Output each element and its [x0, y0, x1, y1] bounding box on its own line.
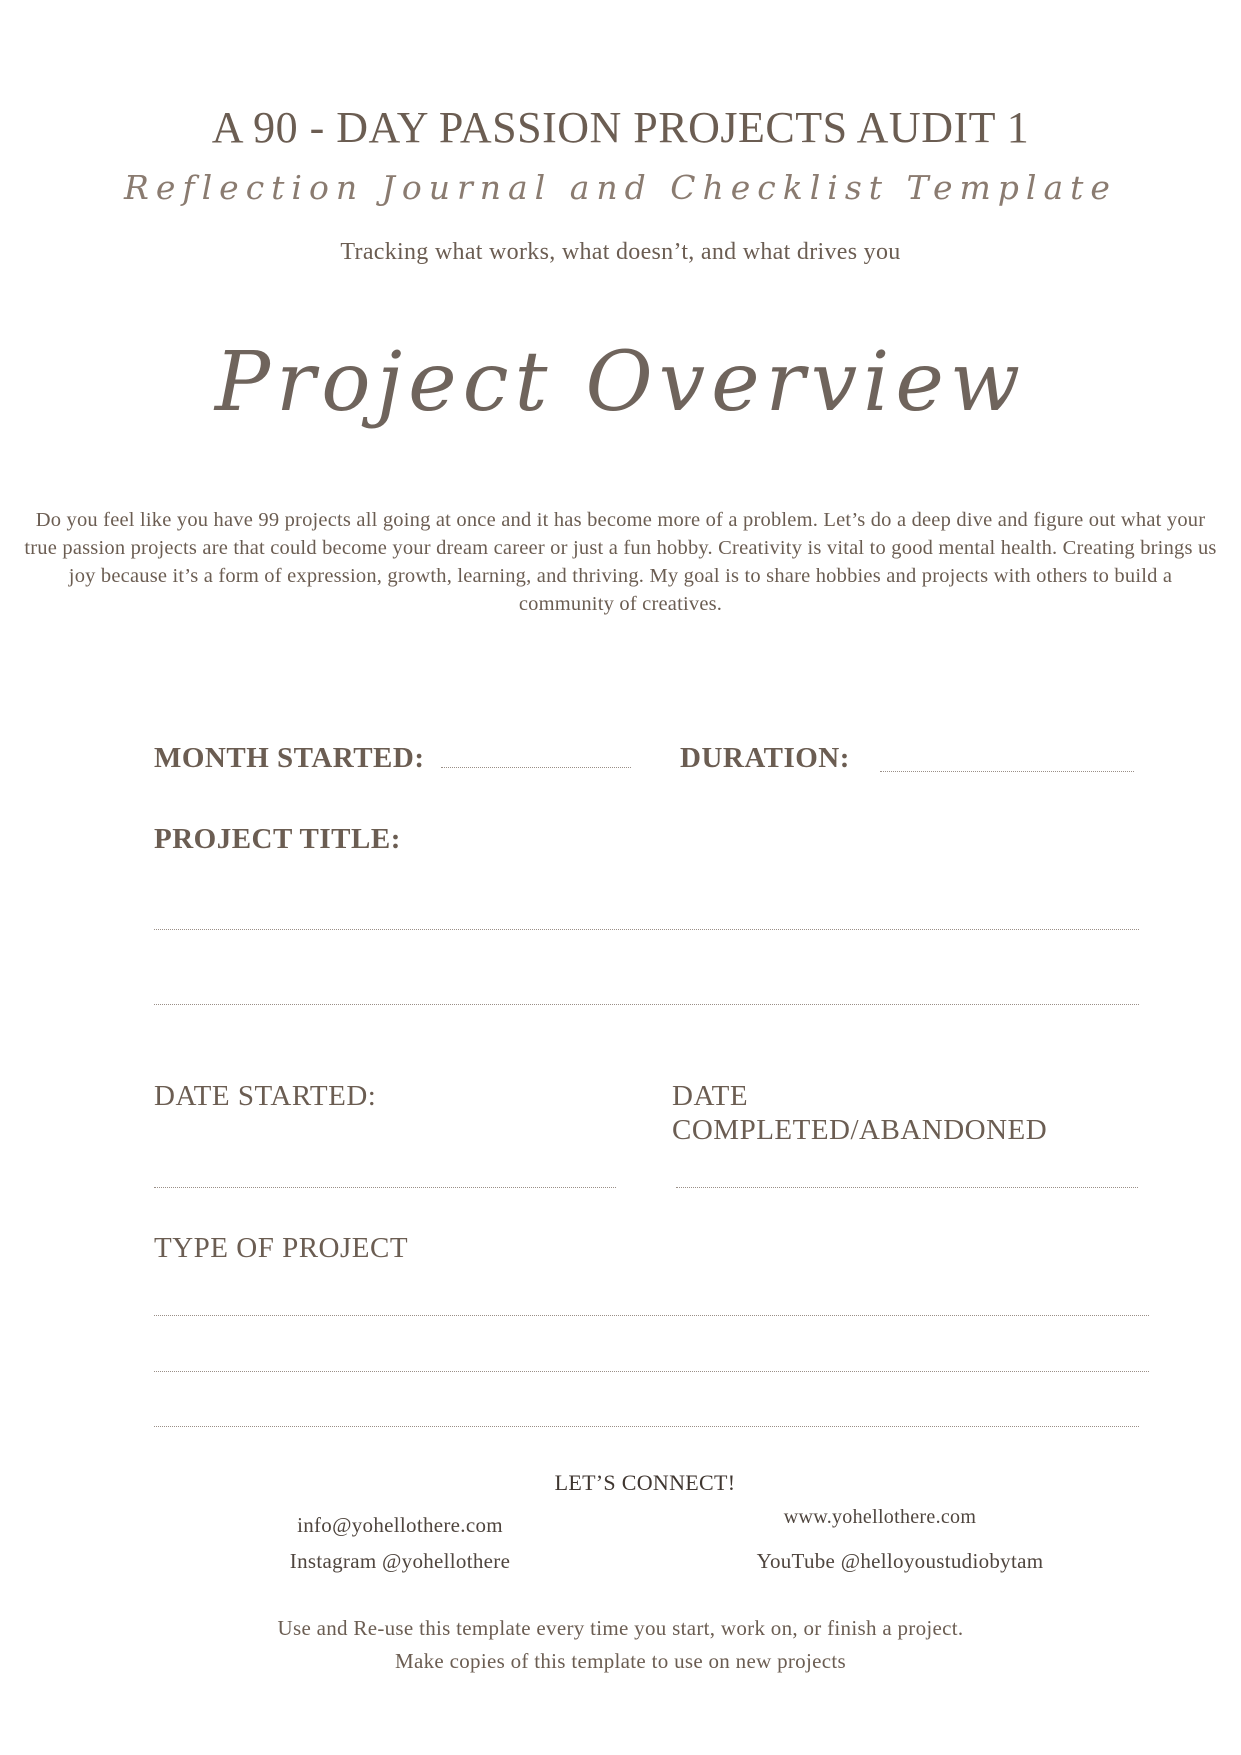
website-link[interactable]: www.yohellothere.com: [783, 1506, 977, 1528]
date-started-line[interactable]: [154, 1187, 616, 1188]
page-subtitle: Reflection Journal and Checklist Template: [124, 168, 1117, 207]
usage-note: [0, 1612, 1241, 1678]
email-link[interactable]: info@yohellothere.com: [297, 1513, 503, 1537]
project-title-line-1[interactable]: [154, 929, 1139, 930]
date-started-label: DATE STARTED:: [154, 1080, 377, 1112]
duration-label: DURATION:: [680, 742, 850, 774]
duration-line[interactable]: [880, 771, 1134, 772]
instagram-link[interactable]: Instagram @yohellothere: [289, 1549, 511, 1573]
intro-paragraph: Do you feel like you have 99 projects all going at once and it has become more of a problem. Let’s do a deep dive and figure out what your true passion projects are that could become your dream career or just a fun hobby. Creativity is vital to good mental health. Creating brings us joy because it’s a form of expression, growth, learning, and thriving. My goal is to share hobbies and projects with others to build a community of creatives.: [24, 509, 1217, 615]
section-title: Project Overview: [214, 335, 1027, 430]
usage-note-line-1: Use and Re-use this template every time you start, work on, or finish a project.: [277, 1616, 964, 1640]
type-of-project-line-3[interactable]: [154, 1426, 1139, 1427]
date-completed-line[interactable]: [676, 1187, 1138, 1188]
type-of-project-line-2[interactable]: [154, 1371, 1149, 1372]
type-of-project-line-1[interactable]: [154, 1315, 1149, 1316]
month-started-line[interactable]: [441, 767, 631, 768]
project-title-label: PROJECT TITLE:: [154, 823, 401, 855]
page-title: A 90 - DAY PASSION PROJECTS AUDIT 1: [211, 103, 1030, 152]
date-completed-label-line1: DATE: [672, 1080, 749, 1112]
date-completed-label-line2: COMPLETED/ABANDONED: [672, 1114, 1048, 1146]
type-of-project-label: TYPE OF PROJECT: [154, 1232, 409, 1264]
youtube-link[interactable]: YouTube @helloyoustudiobytam: [756, 1549, 1044, 1573]
usage-note-line-2: Make copies of this template to use on new projects: [395, 1649, 846, 1673]
project-title-line-2[interactable]: [154, 1004, 1139, 1005]
month-started-label: MONTH STARTED:: [154, 742, 425, 774]
connect-heading: LET’S CONNECT!: [554, 1470, 736, 1495]
tagline: Tracking what works, what doesn’t, and what drives you: [340, 239, 901, 265]
